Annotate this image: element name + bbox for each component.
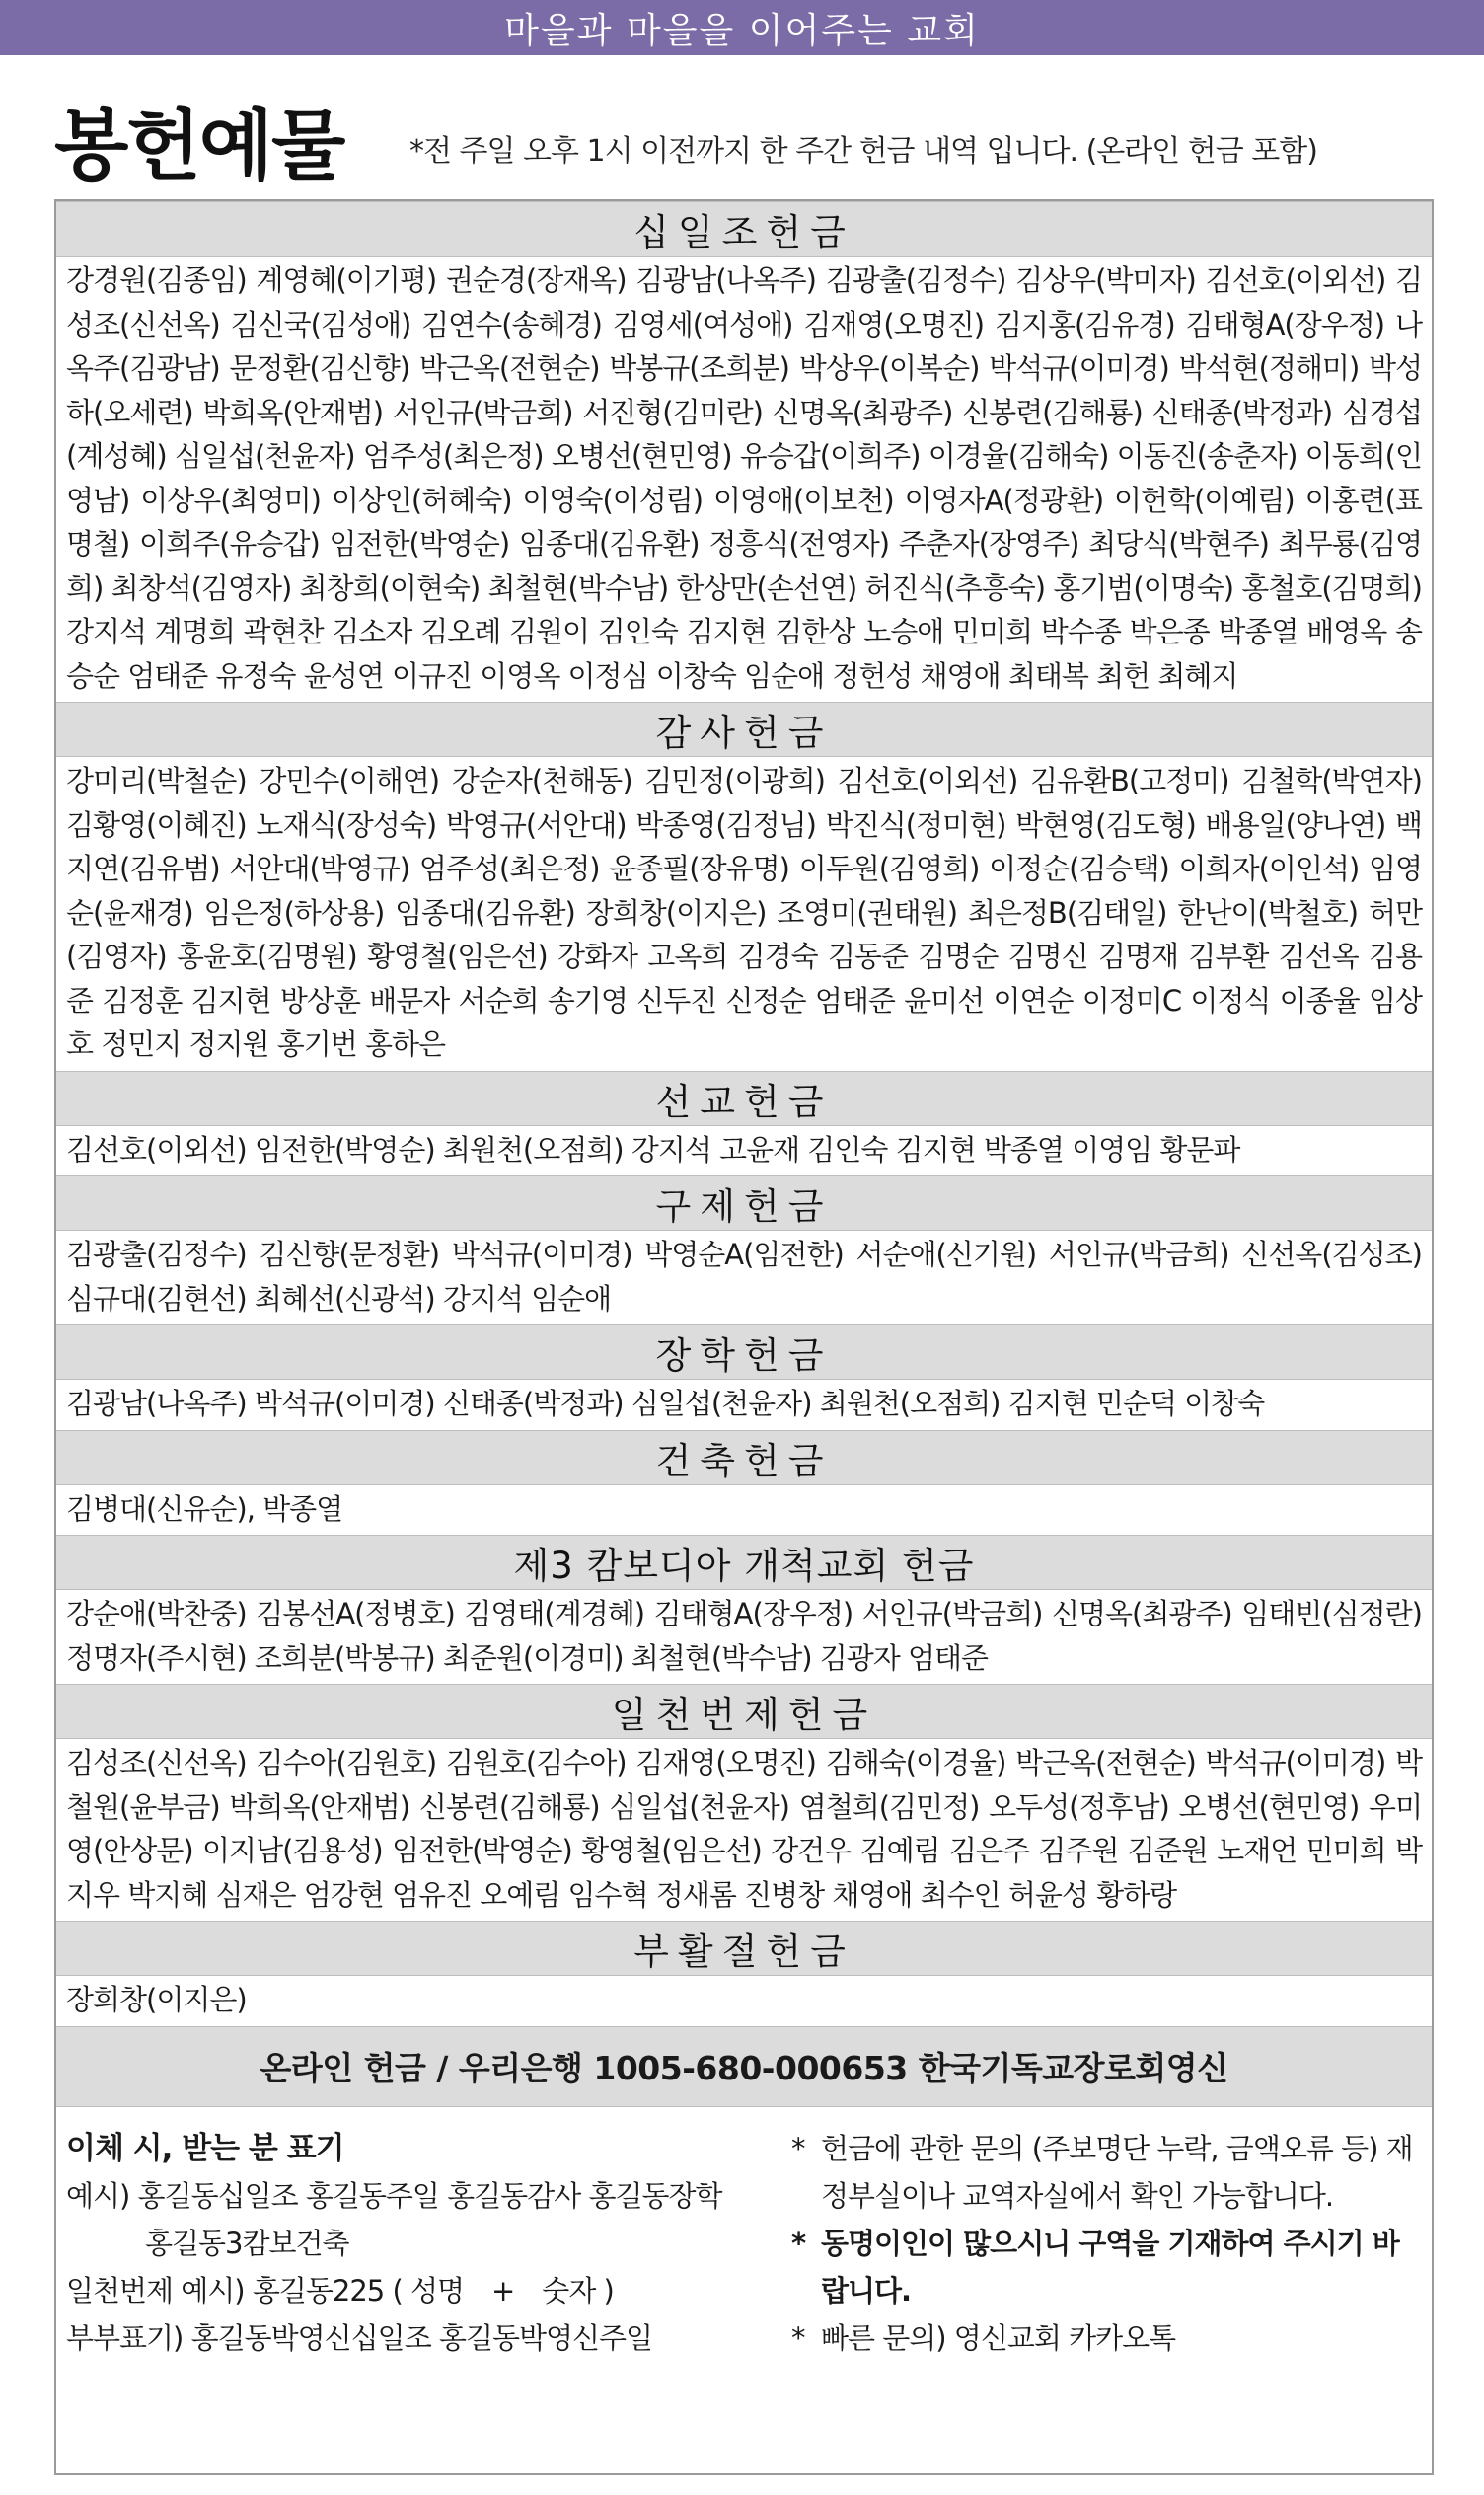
- asterisk-icon: *: [791, 2131, 805, 2165]
- building-heading: 건축헌금: [56, 1430, 1432, 1485]
- easter-names: 장희창(이지은): [66, 1983, 247, 2016]
- note-2: [791, 2220, 1422, 2314]
- relief-names: 김광출(김정수) 김신향(문정환) 박석규(이미경) 박영순A(임전한) 서순애(신기원) 서인규(박금희) 신선옥(김성조) 심규대(김현선) 최혜선(신광석) 강지석 임순애: [66, 1238, 1422, 1316]
- note-3-text: 빠른 문의) 영신교회 카카오톡: [821, 2320, 1176, 2355]
- cambodia-names: 강순애(박찬중) 김봉선A(정병호) 김영태(계경혜) 김태형A(장우정) 서인규(박금희) 신명옥(최광주) 임태빈(심정란) 정명자(주시현) 조희분(박봉규) 최준원(이경미) 최철현(박수남) 김광자 엄태준: [66, 1597, 1422, 1675]
- mission-names: 김선호(이외선) 임전한(박영순) 최원천(오점희) 강지석 고윤재 김인숙 김지현 박종열 이영임 황문파: [66, 1132, 1240, 1167]
- online-account-bar: 온라인 헌금 / 우리은행 1005-680-000653 한국기독교장로회영신: [56, 2026, 1432, 2107]
- mission-heading: 선교헌금: [56, 1071, 1432, 1126]
- building-names: 김병대(신유순), 박종열: [66, 1491, 343, 1526]
- inquiry-notes: [791, 2125, 1422, 2362]
- note-2-text: 동명이인이 많으시니 구역을 기재하여 주시기 바랍니다.: [821, 2226, 1399, 2307]
- cambodia-heading: 제3 캄보디아 개척교회 헌금: [56, 1535, 1432, 1590]
- onethousand-names: 김성조(신선옥) 김수아(김원호) 김원호(김수아) 김재영(오명진) 김해숙(이경율) 박근옥(전현순) 박석규(이미경) 박철원(윤부금) 박희옥(안재범) 신봉련(김해룡) 심일섭(천윤자) 염철희(김민정) 오두성(정후남) 오병선(현민영) 우미영(안상문) 이지남(김용성) 임전한(박영순) 황영철(임은선) 강건우 김예림 김은주 김주원 김준원 노재언 민미희 박지우 박지혜 심재은 엄강현 엄유진 오예림 임수혁 정새롬 진병창 채영애 최수인 허윤성 황하랑: [66, 1746, 1422, 1912]
- offering-table: [54, 199, 1434, 2475]
- onethousand-heading: 일천번제헌금: [56, 1684, 1432, 1739]
- thanks-heading: 감사헌금: [56, 702, 1432, 757]
- page-subtitle: *전 주일 오후 1시 이전까지 한 주간 헌금 내역 입니다. (온라인 헌금 포함): [409, 134, 1317, 169]
- transfer-example-3: 부부표기) 홍길동박영신십일조 홍길동박영신주일: [66, 2320, 653, 2355]
- footer-notes: [56, 2107, 1432, 2362]
- page-title: 봉헌예물: [54, 102, 344, 190]
- scholarship-names: 김광남(나옥주) 박석규(이미경) 신태종(박정과) 심일섭(천윤자) 최원천(오점희) 김지현 민순덕 이창숙: [66, 1387, 1265, 1420]
- note-3: [791, 2314, 1422, 2362]
- note-1-text: 헌금에 관한 문의 (주보명단 누락, 금액오류 등) 재정부실이나 교역자실에서 확인 가능합니다.: [821, 2131, 1413, 2213]
- transfer-example-2: 일천번제 예시) 홍길동225 ( 성명 + 숫자 ): [66, 2273, 614, 2307]
- top-banner: 마을과 마을을 이어주는 교회: [0, 0, 1484, 55]
- transfer-example-1b: 홍길동3캄보건축: [145, 2226, 349, 2260]
- asterisk-icon: *: [791, 2226, 806, 2260]
- transfer-guide-heading: 이체 시, 받는 분 표기: [66, 2130, 344, 2166]
- asterisk-icon: *: [791, 2320, 805, 2355]
- relief-heading: 구제헌금: [56, 1175, 1432, 1231]
- easter-heading: 부활절헌금: [56, 1921, 1432, 1976]
- thanks-names: 강미리(박철순) 강민수(이해연) 강순자(천해동) 김민정(이광희) 김선호(이외선) 김유환B(고정미) 김철학(박연자) 김황영(이혜진) 노재식(장성숙) 박영규(서안대) 박종영(김정님) 박진식(정미현) 박현영(김도형) 배용일(양나연) 백지연(김유범) 서안대(박영규) 엄주성(최은정) 윤종필(장유명) 이두원(김영희) 이정순(김승택) 이희자(이인석) 임영순(윤재경) 임은정(하상용) 임종대(김유환) 장희창(이지은) 조영미(권태원) 최은정B(김태일) 한난이(박철호) 허만(김영자) 홍윤호(김명원) 황영철(임은선) 강화자 고옥희 김경숙 김동준 김명순 김명신 김명재 김부환 김선옥 김용준 김정훈 김지현 방상훈 배문자 서순희 송기영 신두진 신정순 엄태준 윤미선 이연순 이정미C 이정식 이종율 임상호 정민지 정지원 홍기번 홍하은: [66, 764, 1422, 1061]
- transfer-guide: [66, 2125, 791, 2362]
- tithe-names: 강경원(김종임) 계영혜(이기평) 권순경(장재옥) 김광남(나옥주) 김광출(김정수) 김상우(박미자) 김선호(이외선) 김성조(신선옥) 김신국(김성애) 김연수(송혜경) 김영세(여성애) 김재영(오명진) 김지홍(김유경) 김태형A(장우정) 나옥주(김광남) 문정환(김신향) 박근옥(전현순) 박봉규(조희분) 박상우(이복순) 박석규(이미경) 박석현(정해미) 박성하(오세련) 박희옥(안재범) 서인규(박금희) 서진형(김미란) 신명옥(최광주) 신봉련(김해룡) 신태종(박정과) 심경섭(계성혜) 심일섭(천윤자) 엄주성(최은정) 오병선(현민영) 유승갑(이희주) 이경율(김해숙) 이동진(송춘자) 이동희(인영남) 이상우(최영미) 이상인(허혜숙) 이영숙(이성림) 이영애(이보천) 이영자A(정광환) 이헌학(이예림) 이홍련(표명철) 이희주(유승갑) 임전한(박영순) 임종대(김유환) 정흥식(전영자) 주춘자(장영주) 최당식(박현주) 최무룡(김영희) 최창석(김영자) 최창희(이현숙) 최철현(박수남) 한상만(손선연) 허진식(추흥숙) 홍기범(이명숙) 홍철호(김명희) 강지석 계명희 곽현찬 김소자 김오례 김원이 김인숙 김지현 김한상 노승애 민미희 박수종 박은종 박종열 배영옥 송승순 엄태준 유정숙 윤성연 이규진 이영옥 이정심 이창숙 임순애 정헌성 채영애 최태복 최헌 최혜지: [66, 264, 1422, 693]
- transfer-example-1: 예시) 홍길동십일조 홍길동주일 홍길동감사 홍길동장학: [66, 2178, 722, 2213]
- tithe-heading: 십일조헌금: [56, 201, 1432, 257]
- scholarship-heading: 장학헌금: [56, 1324, 1432, 1380]
- note-1: [791, 2125, 1422, 2220]
